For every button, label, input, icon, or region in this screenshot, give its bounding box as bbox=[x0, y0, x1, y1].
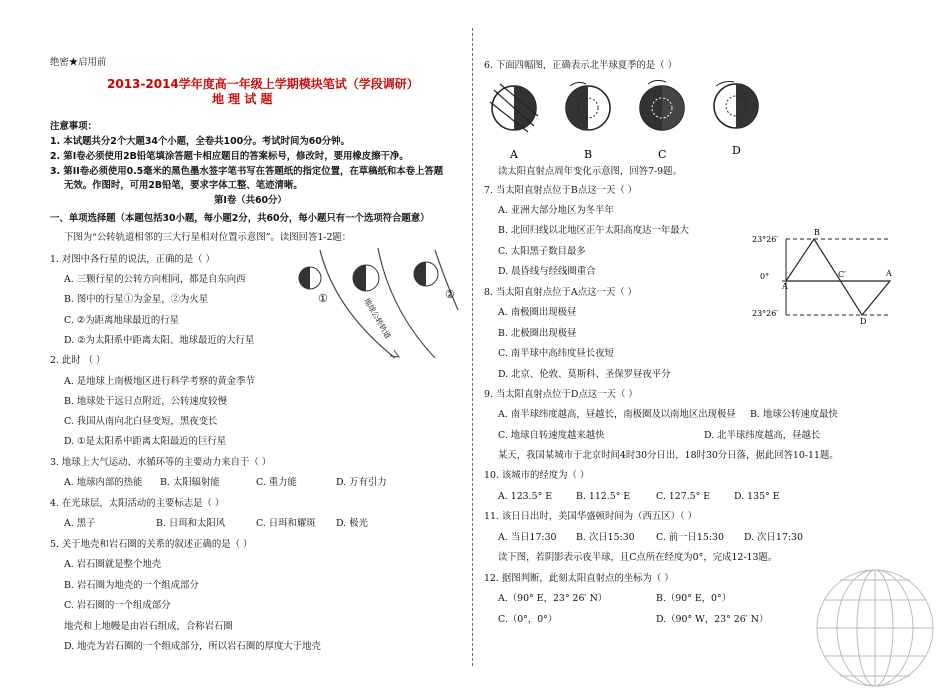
q1-c: C. ②为距离地球最近的行星 bbox=[64, 315, 179, 326]
outer-orbit bbox=[435, 250, 458, 310]
q3-d: D. 万有引力 bbox=[336, 477, 387, 488]
q1-b: B. 图中的行星①为金星，②为火星 bbox=[64, 294, 209, 305]
lat-mid: 0° bbox=[760, 272, 770, 281]
q1-a: A. 三颗行星的公转方向相同，都是自东向西 bbox=[64, 274, 246, 285]
q11-a: A. 当日17:30 bbox=[498, 532, 557, 543]
q11-c: C. 前一日15:30 bbox=[656, 532, 724, 543]
planets-figure bbox=[290, 240, 470, 360]
q8-c: C. 南半球中高纬度昼长夜短 bbox=[498, 348, 614, 359]
exam-subject: 地 理 试 题 bbox=[212, 92, 273, 106]
part1-title: 第Ⅰ卷（共60分） bbox=[214, 195, 287, 206]
column-divider bbox=[472, 28, 473, 666]
label-c2: ② bbox=[445, 288, 455, 301]
q10-a: A. 123.5° E bbox=[498, 491, 553, 502]
q10-c: C. 127.5° E bbox=[656, 491, 711, 502]
q8-d: D. 北京、伦敦、莫斯科、圣保罗昼夜平分 bbox=[498, 369, 671, 380]
q9-a: A. 南半球纬度越高，昼越长，南极圈及以南地区出现极昼 bbox=[498, 409, 736, 420]
q12-a: A.（90° E，23° 26′ N） bbox=[498, 593, 608, 604]
q7-b: B. 北回归线以北地区正午太阳高度达一年最大 bbox=[498, 225, 689, 236]
q5-d-line: 地壳和上地幔是由岩石组成，合称岩石圈 bbox=[64, 621, 233, 632]
label-a: A bbox=[510, 148, 518, 161]
label-c1: ① bbox=[318, 292, 328, 305]
q8-a: A. 南极圈出现极昼 bbox=[498, 307, 577, 318]
point-a-left: A bbox=[782, 282, 788, 291]
q12-b: B.（90° E，0°） bbox=[656, 593, 732, 604]
q2-b: B. 地球处于远日点附近，公转速度较慢 bbox=[64, 396, 227, 407]
point-b: B bbox=[814, 228, 820, 237]
globe-a bbox=[490, 84, 538, 161]
q2-stem: 2. 此时 （ ） bbox=[50, 355, 106, 366]
left-column bbox=[0, 0, 470, 694]
q12-stem: 12. 据图判断，此刻太阳直射点的坐标为（ ） bbox=[484, 573, 674, 584]
q3-c: C. 重力能 bbox=[256, 477, 297, 488]
q8-b: B. 北极圈出现极昼 bbox=[498, 328, 577, 339]
q7-d: D. 晨昏线与经线圈重合 bbox=[498, 266, 596, 277]
q12-c: C.（0°，0°） bbox=[498, 614, 558, 625]
note-3: 3. 第II卷必须使用0.5毫米的黑色墨水签字笔书写在答题纸的指定位置，在草稿纸和本卷上答题 bbox=[50, 166, 444, 177]
q2-c: C. 我国从南向北白昼变短，黑夜变长 bbox=[64, 416, 218, 427]
q4-stem: 4. 在光球层，太阳活动的主要标志是（ ） bbox=[50, 498, 225, 509]
q9-b: B. 地球公转速度最快 bbox=[750, 409, 838, 420]
q6-stem: 6. 下面四幅图，正确表示北半球夏季的是（ ） bbox=[484, 60, 678, 71]
q10-b: B. 112.5° E bbox=[576, 491, 631, 502]
q3-stem: 3. 地球上大气运动、水循环等的主要动力来自于（ ） bbox=[50, 457, 272, 468]
sun-point-figure bbox=[752, 225, 892, 325]
q7-c: C. 太阳黑子数目最多 bbox=[498, 246, 586, 257]
q4-a: A. 黑子 bbox=[64, 518, 96, 529]
q9-d: D. 北半球纬度越高，昼越长 bbox=[704, 430, 821, 441]
notes-heading: 注意事项： bbox=[50, 121, 97, 132]
note-1: 1. 本试题共分2个大题34个小题，全卷共100分。考试时间为60分钟。 bbox=[50, 136, 350, 147]
q4-c: C. 日珥和耀斑 bbox=[256, 518, 316, 529]
point-a-right: A bbox=[886, 269, 892, 278]
globe-d bbox=[714, 82, 758, 158]
q8-stem: 8. 当太阳直射点位于A点这一天（ ） bbox=[484, 287, 637, 298]
q11-b: B. 次日15:30 bbox=[576, 532, 635, 543]
inner-orbit bbox=[320, 250, 395, 358]
point-c: C′ bbox=[838, 270, 846, 279]
globe-c bbox=[640, 80, 684, 161]
q11-stem: 11. 该日日出时，美国华盛顿时间为（西五区）（ ） bbox=[484, 511, 698, 522]
label-orbit: 地球公转轨道 bbox=[362, 296, 393, 340]
q9-stem: 9. 当太阳直射点位于D点这一天（ ） bbox=[484, 389, 638, 400]
globe-b bbox=[566, 82, 610, 161]
label-b: B bbox=[584, 148, 593, 161]
exam-title: 2013-2014学年度高一年级上学期模块笔试（学段调研） bbox=[107, 77, 419, 91]
q2-a: A. 是地球上南极地区进行科学考察的黄金季节 bbox=[64, 376, 255, 387]
q5-b: B. 岩石圈为地壳的一个组成部分 bbox=[64, 580, 199, 591]
q5-a: A. 岩石圈就是整个地壳 bbox=[64, 559, 162, 570]
note-2: 2. 第I卷必须使用2B铅笔填涂答题卡相应题目的答案标号，修改时，要用橡皮擦干净。 bbox=[50, 151, 409, 162]
q6-globes-figure bbox=[484, 80, 764, 160]
q7-stem: 7. 当太阳直射点位于B点这一天（ ） bbox=[484, 185, 638, 196]
q10-d: D. 135° E bbox=[734, 491, 780, 502]
right-column bbox=[476, 0, 950, 694]
q5-c: C. 岩石圈的一个组成部分 bbox=[64, 600, 171, 611]
figure1-intro: 下图为“公转轨道相邻的三大行星相对位置示意图”。读图回答1-2题： bbox=[64, 232, 352, 243]
q4-b: B. 日珥和太阳风 bbox=[156, 518, 226, 529]
intro-10-11: 某天，我国某城市于北京时间4时30分日出，18时30分日落，据此回答10-11题。 bbox=[498, 450, 839, 461]
section-heading: 一、单项选择题（本题包括30小题，每小题2分，共60分，每小题只有一个选项符合题意） bbox=[50, 213, 430, 224]
intro-7-9: 读太阳直射点周年变化示意图，回答7-9题。 bbox=[498, 166, 682, 177]
label-c: C bbox=[658, 148, 667, 161]
q3-a: A. 地球内部的热能 bbox=[64, 477, 143, 488]
q4-d: D. 极光 bbox=[336, 518, 368, 529]
q11-d: D. 次日17:30 bbox=[744, 532, 803, 543]
q5-stem: 5. 关于地壳和岩石圈的关系的叙述正确的是（ ） bbox=[50, 539, 253, 550]
point-d: D bbox=[860, 317, 867, 326]
q1-stem: 1. 对图中各行星的说法，正确的是（ ） bbox=[50, 254, 215, 265]
q3-b: B. 太阳辐射能 bbox=[160, 477, 220, 488]
q7-a: A. 亚洲大部分地区为冬半年 bbox=[498, 205, 614, 216]
globe-grid-figure bbox=[810, 566, 940, 692]
q9-c: C. 地球自转速度越来越快 bbox=[498, 430, 605, 441]
note-3-cont: 无效。作图时，可用2B铅笔，要求字体工整、笔迹清晰。 bbox=[64, 180, 303, 191]
label-d: D bbox=[732, 144, 741, 157]
q12-d: D.（90° W，23° 26′ N） bbox=[656, 614, 769, 625]
q1-d: D. ②为太阳系中距离太阳、地球最近的大行星 bbox=[64, 335, 255, 346]
intro-12-13: 读下图，若阴影表示夜半球，且C点所在经度为0°，完成12-13题。 bbox=[498, 552, 778, 563]
lat-top: 23°26′ bbox=[752, 235, 779, 244]
q10-stem: 10. 该城市的经度为（ ） bbox=[484, 470, 590, 481]
lat-bot: 23°26′ bbox=[752, 309, 779, 318]
q5-e: D. 地壳为岩石圈的一个组成部分，所以岩石圈的厚度大于地壳 bbox=[64, 641, 321, 652]
q2-d: D. ①是太阳系中距离太阳最近的巨行星 bbox=[64, 436, 227, 447]
secret-mark: 绝密★启用前 bbox=[50, 57, 107, 68]
